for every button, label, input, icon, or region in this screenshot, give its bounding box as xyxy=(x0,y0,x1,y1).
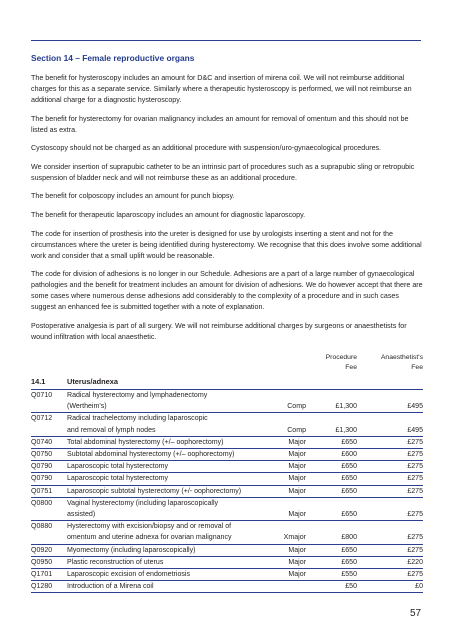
procedure-description xyxy=(67,390,291,412)
subsection-heading xyxy=(31,377,118,386)
procedure-code: Q0800 xyxy=(31,499,53,507)
procedure-description xyxy=(67,569,291,580)
anaesthetist-fee: £275 xyxy=(407,534,423,542)
procedure-description xyxy=(67,545,291,556)
description-line: Plastic reconstruction of uterus xyxy=(67,558,164,566)
procedure-fee: £600 xyxy=(341,451,357,459)
anaesthetist-fee: £275 xyxy=(407,546,423,554)
anaesthetist-fee-header-line: Fee xyxy=(411,364,423,371)
table-row xyxy=(31,581,423,593)
description-line: and removal of lymph nodes xyxy=(67,426,156,434)
anaesthetist-fee: £275 xyxy=(407,571,423,579)
table-row xyxy=(31,437,423,449)
table-row xyxy=(31,449,423,461)
procedure-fee: £650 xyxy=(341,511,357,519)
procedure-category: Major xyxy=(288,511,306,519)
procedure-category: Comp xyxy=(287,426,306,434)
description-line: Laparoscopic excision of endometriosis xyxy=(67,571,190,579)
table-row xyxy=(31,545,423,557)
anaesthetist-fee: £275 xyxy=(407,463,423,471)
paragraph: Postoperative analgesia is part of all surgery. We will not reimburse additional charges by surgeons or anaesthetists for wound infiltration with local anaesthetic. xyxy=(31,321,407,341)
procedure-description xyxy=(67,437,291,448)
table-row xyxy=(31,461,423,473)
procedure-code: Q1280 xyxy=(31,583,53,591)
procedure-code: Q0880 xyxy=(31,523,53,531)
procedure-code: Q0920 xyxy=(31,546,53,554)
procedure-category: Major xyxy=(288,558,306,566)
subsection-number: 14.1 xyxy=(31,377,46,386)
table-row xyxy=(31,473,423,485)
description-line: Introduction of a Mirena coil xyxy=(67,583,154,591)
anaesthetist-fee: £495 xyxy=(407,403,423,411)
anaesthetist-fee: £275 xyxy=(407,451,423,459)
procedure-description xyxy=(67,486,291,497)
procedure-fee-header-line: Fee xyxy=(345,364,357,371)
description-line: assisted) xyxy=(67,511,96,519)
procedure-fee: £550 xyxy=(341,571,357,579)
anaesthetist-fee: £495 xyxy=(407,426,423,434)
paragraph: The benefit for therapeutic laparoscopy includes an amount for diagnostic laparoscopy. xyxy=(31,210,306,219)
description-line: omentum and uterine adnexa for ovarian malignancy xyxy=(67,534,232,542)
anaesthetist-fee: £275 xyxy=(407,438,423,446)
anaesthetist-fee: £220 xyxy=(407,558,423,566)
procedure-code: Q0790 xyxy=(31,463,53,471)
description-line: Total abdominal hysterectomy (+/– oophorectomy) xyxy=(67,438,224,446)
description-line: Laparoscopic total hysterectomy xyxy=(67,463,169,471)
procedure-code: Q0950 xyxy=(31,558,53,566)
paragraph: The benefit for colposcopy includes an amount for punch biopsy. xyxy=(31,192,235,201)
procedure-description xyxy=(67,461,291,472)
procedure-description xyxy=(67,521,291,543)
body-paragraphs xyxy=(31,73,423,350)
paragraph: The code for division of adhesions is no longer in our Schedule. Adhesions are a part of a large number of gynaecological pathologies and the benefit for treatment includes an amount for division of adhesions. We do however accept that there are some cases where numerous dense adhesions add considerably to the complexity of a procedure and in such cases suggest an enhanced fee is submitted together with a note of explanation. xyxy=(31,270,423,312)
procedure-description xyxy=(67,581,291,592)
procedure-category: Major xyxy=(288,463,306,471)
procedure-description xyxy=(67,498,291,520)
subsection-title: Uterus/adnexa xyxy=(67,377,118,386)
top-rule xyxy=(31,40,421,41)
procedure-code: Q0790 xyxy=(31,475,53,483)
procedure-code: Q0740 xyxy=(31,438,53,446)
description-line: Myomectomy (including laparoscopically) xyxy=(67,546,196,554)
procedure-code: Q1701 xyxy=(31,571,53,579)
procedure-category: Major xyxy=(288,487,306,495)
procedure-fee: £1,300 xyxy=(335,403,357,411)
table-row xyxy=(31,498,423,521)
procedure-fee: £650 xyxy=(341,487,357,495)
procedure-fee: £650 xyxy=(341,438,357,446)
description-line: Vaginal hysterectomy (including laparoscopically xyxy=(67,499,219,507)
procedure-category: Major xyxy=(288,571,306,579)
procedure-fee: £650 xyxy=(341,558,357,566)
procedure-category: Major xyxy=(288,475,306,483)
table-row xyxy=(31,389,423,413)
description-line: Radical trachelectomy including laparoscopic xyxy=(67,415,208,423)
paragraph: The benefit for hysterectomy for ovarian malignancy includes an amount for removal of omentum and this should not be listed as extra. xyxy=(31,114,409,134)
section-heading: Section 14 – Female reproductive organs xyxy=(31,53,195,63)
procedure-fee: £650 xyxy=(341,463,357,471)
procedure-category: Major xyxy=(288,451,306,459)
table-row xyxy=(31,521,423,544)
procedure-fee: £650 xyxy=(341,475,357,483)
procedure-fee: £50 xyxy=(345,583,357,591)
procedure-fee: £1,300 xyxy=(335,426,357,434)
anaesthetist-fee: £275 xyxy=(407,475,423,483)
procedure-description xyxy=(67,449,291,460)
description-line: (Wertheim's) xyxy=(67,403,107,411)
procedure-code: Q0710 xyxy=(31,392,53,399)
procedure-fee: £800 xyxy=(341,534,357,542)
procedure-description xyxy=(67,473,291,484)
procedure-code: Q0750 xyxy=(31,451,53,459)
procedure-code: Q0712 xyxy=(31,415,53,423)
anaesthetist-fee-header xyxy=(365,353,423,373)
paragraph: Cystoscopy should not be charged as an additional procedure with suspension/uro-gynaecological procedures. xyxy=(31,144,382,153)
paragraph: We consider insertion of suprapubic catheter to be an intrinsic part of procedures such as a suprapubic sling or retropubic suspension of bladder neck and will not reimburse these as an additional procedure. xyxy=(31,162,415,182)
procedure-category: Xmajor xyxy=(283,534,306,542)
paragraph: The code for insertion of prosthesis into the ureter is designed for use by urologists inserting a stent and not for the circumstances where the ureter is being identified during hysterectomy. We recognise that this does involve some additional work and consider that a small uplift would be reasonable. xyxy=(31,229,422,260)
fee-table xyxy=(31,389,423,593)
description-line: Laparoscopic total hysterectomy xyxy=(67,475,169,483)
procedure-category: Major xyxy=(288,438,306,446)
procedure-fee: £650 xyxy=(341,546,357,554)
table-row xyxy=(31,569,423,581)
description-line: Hysterectomy with excision/biopsy and or removal of xyxy=(67,523,232,531)
description-line: Radical hysterectomy and lymphadenectomy xyxy=(67,392,208,399)
procedure-category: Major xyxy=(288,546,306,554)
anaesthetist-fee: £0 xyxy=(415,583,423,591)
procedure-description xyxy=(67,413,291,435)
table-row xyxy=(31,413,423,436)
procedure-fee-header xyxy=(300,353,357,373)
procedure-category: Comp xyxy=(287,403,306,411)
description-line: Subtotal abdominal hysterectomy (+/– oophorectomy) xyxy=(67,451,235,459)
description-line: Laparoscopic subtotal hysterectomy (+/- oophorectomy) xyxy=(67,487,242,495)
page-number: 57 xyxy=(410,608,422,619)
anaesthetist-fee: £275 xyxy=(407,487,423,495)
table-row xyxy=(31,557,423,569)
procedure-code: Q0751 xyxy=(31,487,53,495)
anaesthetist-fee: £275 xyxy=(407,511,423,519)
procedure-fee-header-line: Procedure xyxy=(325,354,357,361)
paragraph: The benefit for hysteroscopy includes an amount for D&C and insertion of mirena coil. We will not reimburse additional charges for this as a separate service. Similarly where a therapeutic hysteroscopy is performed, we will not reimburse an additional charge for a diagnostic hysteroscopy. xyxy=(31,74,412,104)
anaesthetist-fee-header-line: Anaesthetist's xyxy=(380,354,423,361)
table-row xyxy=(31,486,423,498)
procedure-description xyxy=(67,557,291,568)
